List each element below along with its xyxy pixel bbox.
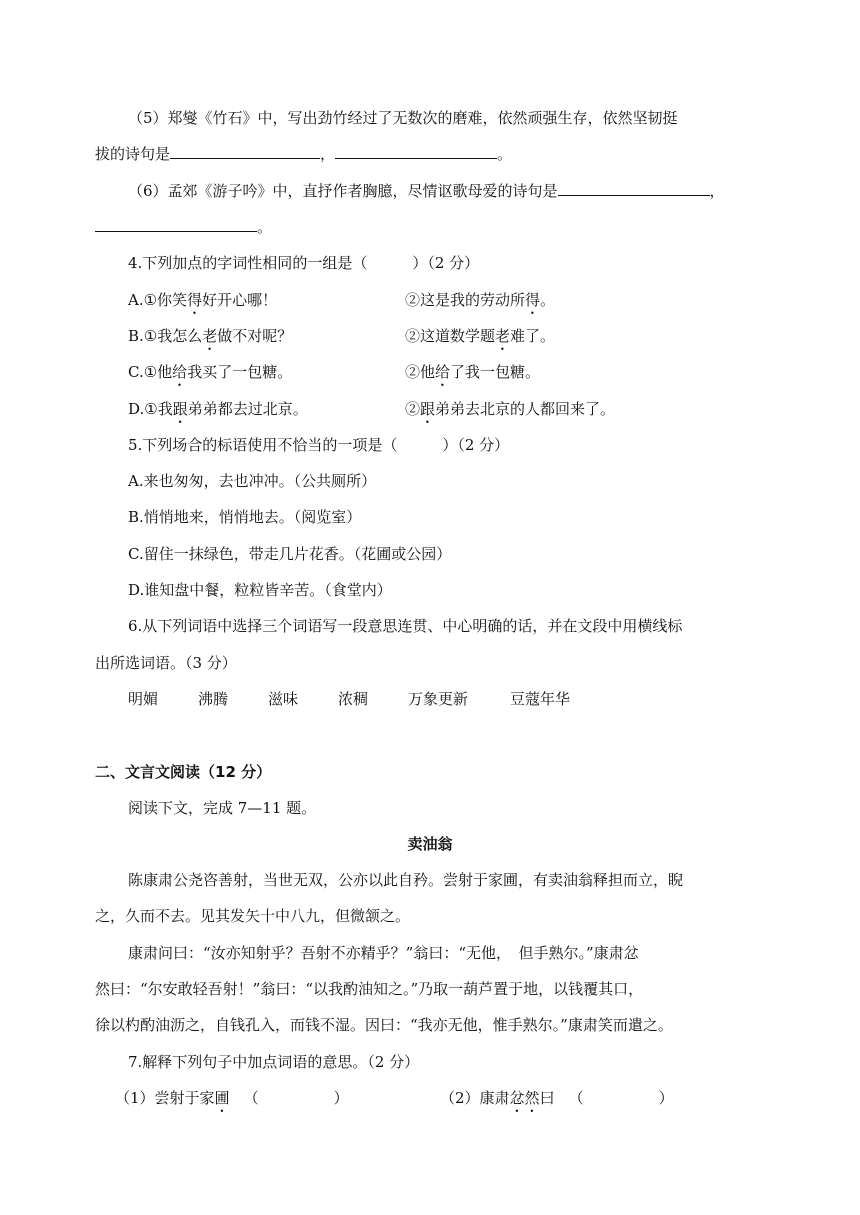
q3-item6-label: （6）孟郊《游子吟》中，直抒作者胸臆，尽情讴歌母爱的诗句是 bbox=[128, 182, 558, 200]
dotted-char: 给 bbox=[435, 363, 451, 381]
word-item: 滋味 bbox=[268, 690, 299, 708]
q3-item5-line1: （5）郑燮《竹石》中，写出劲竹经过了无数次的磨难，依然顽强生存，依然坚韧挺 bbox=[128, 109, 678, 127]
period: 。 bbox=[497, 145, 513, 163]
q3-item5-label: 拔的诗句是 bbox=[95, 145, 171, 163]
q5-stem: 5.下列场合的标语使用不恰当的一项是（ ）（2 分） bbox=[128, 436, 510, 454]
word-item: 沸腾 bbox=[198, 690, 229, 708]
q5-option-d: D.谁知盘中餐，粒粒皆辛苦。（食堂内） bbox=[128, 581, 392, 599]
q4-option-c: C.①他给我买了一包糖。 bbox=[128, 363, 293, 381]
dotted-char: 老 bbox=[202, 327, 218, 345]
separator: ， bbox=[709, 182, 725, 200]
q7-stem: 7.解释下列句子中加点词语的意思。（2 分） bbox=[128, 1053, 420, 1071]
answer-paren[interactable]: （ ） bbox=[568, 1089, 674, 1107]
dotted-char: 给 bbox=[172, 363, 188, 381]
q4-stem: 4.下列加点的字词性相同的一组是（ ）（2 分） bbox=[128, 254, 480, 272]
separator: ， bbox=[320, 145, 336, 163]
q4-option-a: A.①你笑得好开心哪！ bbox=[128, 291, 278, 309]
answer-blank[interactable] bbox=[95, 217, 257, 232]
q4-option-c2: ②他给了我一包糖。 bbox=[405, 363, 541, 381]
q7-item1: （1）尝射于家圃 （ ） bbox=[115, 1089, 349, 1107]
passage-p2-line3: 徐以杓酌油沥之，自钱孔入，而钱不湿。因曰：“我亦无他，惟手熟尔。”康肃笑而遣之。 bbox=[95, 1016, 673, 1034]
q4-option-d2: ②跟弟弟去北京的人都回来了。 bbox=[405, 400, 616, 418]
word-item: 浓稠 bbox=[338, 690, 369, 708]
q6-stem-line1: 6.从下列词语中选择三个词语写一段意思连贯、中心明确的话，并在文段中用横线标 bbox=[128, 617, 683, 635]
q4-option-d: D.①我跟弟弟都去过北京。 bbox=[128, 400, 308, 418]
q3-item6-line2 bbox=[95, 216, 272, 237]
word-item: 豆蔻年华 bbox=[510, 690, 571, 708]
dotted-char: 老 bbox=[495, 327, 511, 345]
dotted-char: 跟 bbox=[172, 400, 188, 418]
answer-blank[interactable] bbox=[335, 144, 497, 159]
answer-paren[interactable]: （ ） bbox=[243, 1089, 349, 1107]
q4-option-b2: ②这道数学题老难了。 bbox=[405, 327, 556, 345]
q4-option-b: B.①我怎么老做不对呢？ bbox=[128, 327, 293, 345]
passage-p1-line2: 之，久而不去。见其发矢十中八九，但微颔之。 bbox=[95, 907, 411, 925]
q7-item2: （2）康肃忿然曰 （ ） bbox=[440, 1089, 674, 1107]
word-item: 万象更新 bbox=[408, 690, 469, 708]
answer-blank[interactable] bbox=[558, 181, 710, 196]
dotted-char: 圃 bbox=[214, 1089, 230, 1107]
word-item: 明媚 bbox=[128, 690, 159, 708]
passage-p2-line2: 然曰：“尔安敢轻吾射！”翁曰：“以我酌油知之。”乃取一葫芦置于地，以钱覆其口， bbox=[95, 980, 644, 998]
q6-stem-line2: 出所选词语。（3 分） bbox=[95, 654, 237, 672]
q3-item6-line1 bbox=[128, 180, 725, 201]
passage-p2-line1: 康肃问曰：“汝亦知射乎？吾射不亦精乎？”翁曰：“无他， 但手熟尔。”康肃忿 bbox=[128, 944, 639, 962]
passage-title: 卖油翁 bbox=[407, 835, 453, 853]
q6-word-list bbox=[128, 688, 570, 709]
q5-option-a: A.来也匆匆，去也冲冲。（公共厕所） bbox=[128, 472, 377, 490]
period: 。 bbox=[257, 218, 273, 236]
dotted-char: 忿然 bbox=[509, 1089, 540, 1107]
section-heading: 二、文言文阅读（12 分） bbox=[95, 763, 272, 781]
dotted-char: 跟 bbox=[420, 400, 436, 418]
answer-blank[interactable] bbox=[170, 144, 320, 159]
dotted-char: 得 bbox=[187, 291, 203, 309]
q3-item5-line2 bbox=[95, 143, 512, 164]
passage-p1-line1: 陈康肃公尧咨善射，当世无双，公亦以此自矜。尝射于家圃，有卖油翁释担而立，睨 bbox=[128, 871, 684, 889]
dotted-char: 得 bbox=[525, 291, 541, 309]
q4-option-a2: ②这是我的劳动所得。 bbox=[405, 291, 556, 309]
q5-option-b: B.悄悄地来，悄悄地去。（阅览室） bbox=[128, 508, 362, 526]
section-instruction: 阅读下文，完成 7—11 题。 bbox=[128, 799, 317, 817]
q5-option-c: C.留住一抹绿色，带走几片花香。（花圃或公园） bbox=[128, 545, 452, 563]
